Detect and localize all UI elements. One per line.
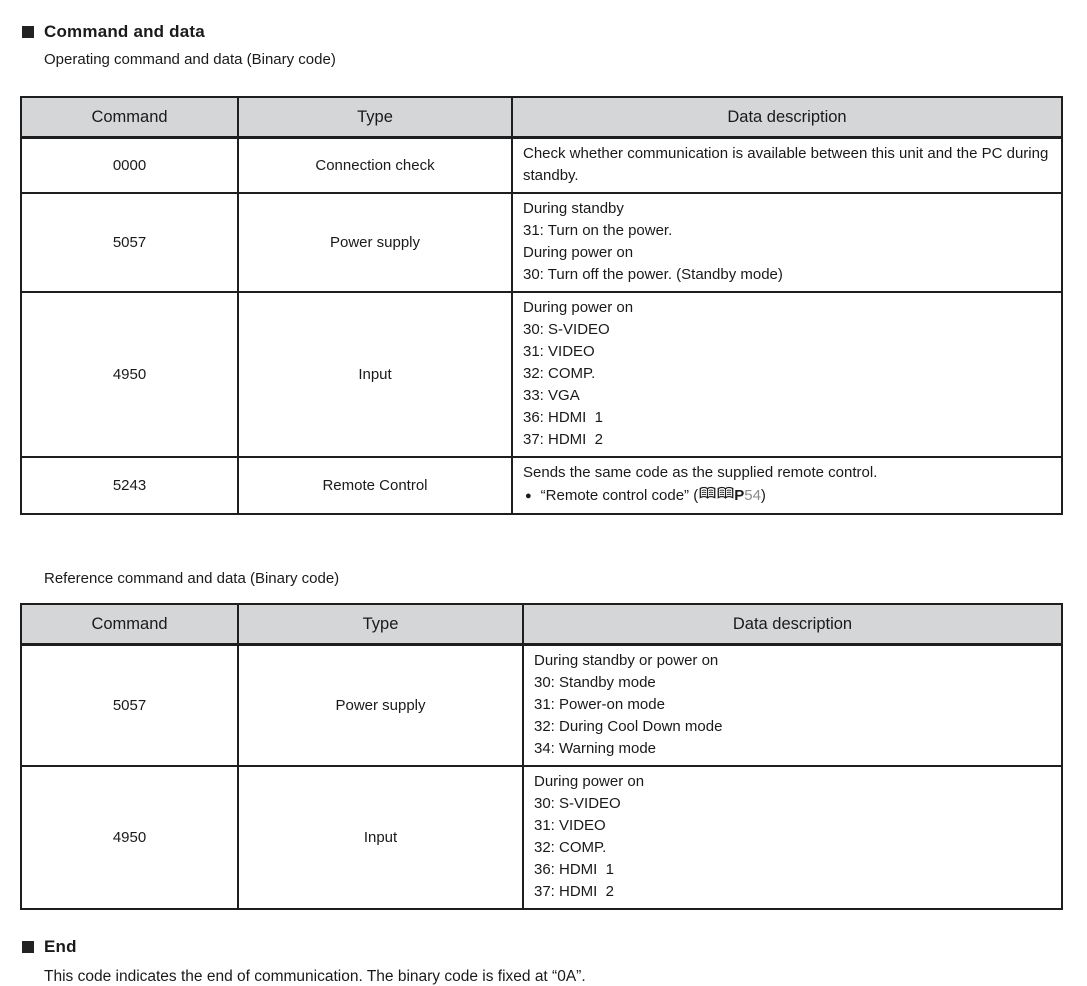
description-cell xyxy=(512,292,1062,457)
open-book-icon xyxy=(717,484,734,508)
description-line: 32: COMP. xyxy=(523,365,596,382)
description-cell xyxy=(512,193,1062,292)
reference-command-subtitle: Reference command and data (Binary code) xyxy=(44,570,340,587)
description-line: 30: S-VIDEO xyxy=(534,795,621,812)
description-line: Sends the same code as the supplied remote control. xyxy=(523,464,878,481)
description-line: During power on xyxy=(523,299,634,316)
square-bullet-icon xyxy=(22,941,34,953)
command-cell: 4950 xyxy=(21,292,238,457)
description-line: 32: COMP. xyxy=(534,839,607,856)
command-cell: 5057 xyxy=(21,193,238,292)
col-header-data-description: Data description xyxy=(512,97,1062,138)
reference-command-table xyxy=(20,603,1063,910)
bullet-icon: ● xyxy=(525,490,532,502)
operating-command-table xyxy=(20,96,1063,515)
description-line: 31: VIDEO xyxy=(523,343,595,360)
open-book-icon xyxy=(699,484,716,508)
end-description: This code indicates the end of communication. The binary code is fixed at “0A”. xyxy=(44,968,586,985)
command-cell: 5243 xyxy=(21,457,238,514)
command-cell: 4950 xyxy=(21,766,238,909)
table-row xyxy=(21,645,1062,767)
description-line: During power on xyxy=(523,244,634,261)
page-reference-letter: P xyxy=(734,487,745,504)
operating-command-subtitle: Operating command and data (Binary code) xyxy=(44,51,336,68)
command-cell: 5057 xyxy=(21,645,238,767)
description-line: 32: During Cool Down mode xyxy=(534,718,723,735)
command-cell: 0000 xyxy=(21,138,238,194)
square-bullet-icon xyxy=(22,26,34,38)
description-line: 30: S-VIDEO xyxy=(523,321,610,338)
description-line: 36: HDMI 1 xyxy=(523,409,604,426)
description-line: 31: Turn on the power. xyxy=(523,222,673,239)
description-line: 36: HDMI 1 xyxy=(534,861,615,878)
col-header-type: Type xyxy=(238,97,512,138)
table-row xyxy=(21,193,1062,292)
description-cell xyxy=(512,457,1062,514)
section-title: Command and data xyxy=(44,22,205,41)
type-cell: Power supply xyxy=(238,193,512,292)
type-cell: Power supply xyxy=(238,645,523,767)
description-line: 34: Warning mode xyxy=(534,740,657,757)
description-line: During standby or power on xyxy=(534,652,719,669)
table-header-row xyxy=(21,97,1062,138)
reference-close-paren: ) xyxy=(760,487,766,504)
col-header-command: Command xyxy=(21,97,238,138)
description-line: 37: HDMI 2 xyxy=(523,431,604,448)
description-cell xyxy=(512,138,1062,194)
section-heading-command-and-data xyxy=(22,22,1063,42)
section-end xyxy=(20,937,1063,986)
description-line: 37: HDMI 2 xyxy=(534,883,615,900)
col-header-data-description: Data description xyxy=(523,604,1062,645)
description-line: 31: VIDEO xyxy=(534,817,606,834)
table-row xyxy=(21,292,1062,457)
type-cell: Input xyxy=(238,292,512,457)
description-line: During power on xyxy=(534,773,645,790)
col-header-type: Type xyxy=(238,604,523,645)
type-cell: Connection check xyxy=(238,138,512,194)
description-cell xyxy=(523,645,1062,767)
table-row xyxy=(21,766,1062,909)
section-heading-end xyxy=(22,937,1063,957)
table-row xyxy=(21,138,1062,194)
page-reference-line xyxy=(523,484,1053,508)
section-title: End xyxy=(44,937,77,956)
description-line: During standby xyxy=(523,200,624,217)
description-line: 30: Standby mode xyxy=(534,674,656,691)
description-line: Check whether communication is available between this unit and the PC during standby. xyxy=(523,145,1053,184)
description-line: 31: Power-on mode xyxy=(534,696,665,713)
page-reference-number: 54 xyxy=(744,487,761,504)
col-header-command: Command xyxy=(21,604,238,645)
description-cell xyxy=(523,766,1062,909)
reference-label: “Remote control code” ( xyxy=(540,487,699,504)
type-cell: Remote Control xyxy=(238,457,512,514)
description-line: 33: VGA xyxy=(523,387,580,404)
table-header-row xyxy=(21,604,1062,645)
type-cell: Input xyxy=(238,766,523,909)
description-line: 30: Turn off the power. (Standby mode) xyxy=(523,266,783,283)
table-row xyxy=(21,457,1062,514)
